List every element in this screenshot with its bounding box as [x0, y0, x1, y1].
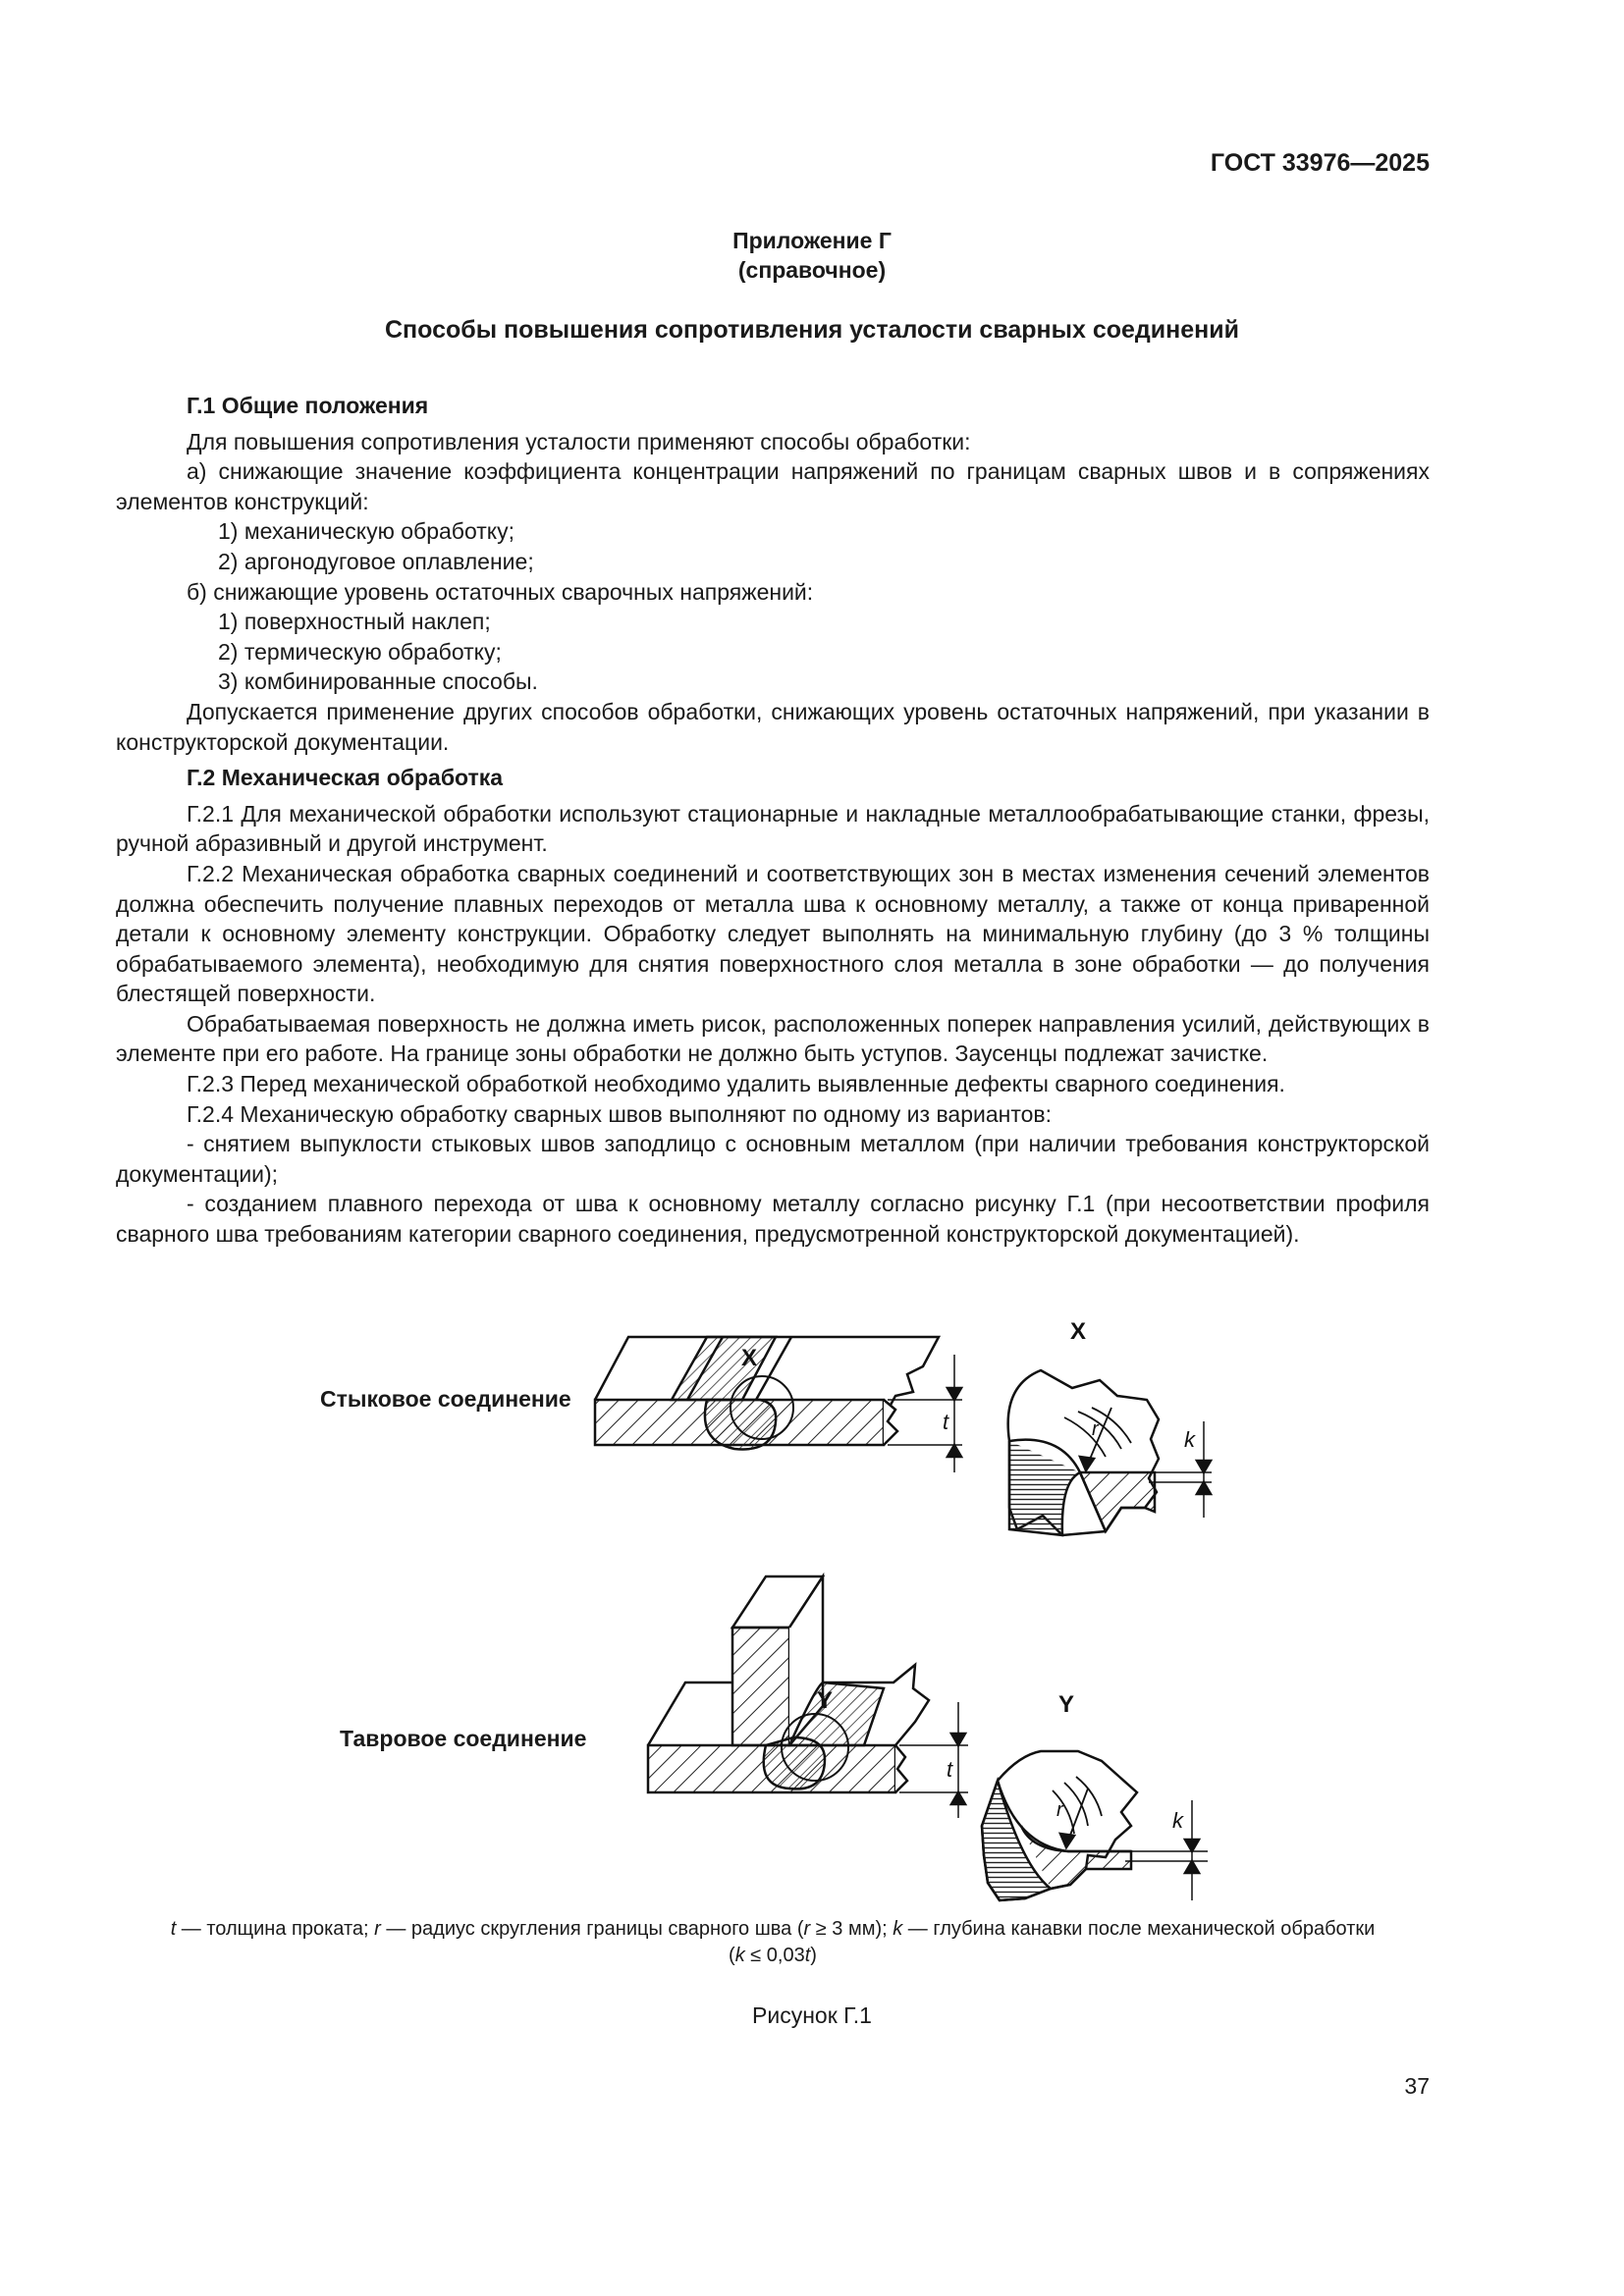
butt-joint-drawing	[595, 1337, 962, 1472]
legend-text: — радиус скругления границы сварного шва (	[380, 1918, 804, 1940]
legend-line-2	[116, 1943, 1430, 1969]
paragraph: Г.2.1 Для механической обработки используют стационарные и накладные металлообрабатывающие станки, фрезы, ручной абразивный и другой инструмент.	[116, 800, 1430, 857]
list-item: 2) аргонодуговое оплавление;	[218, 548, 534, 574]
legend-symbol-t: t	[804, 1945, 811, 1966]
paragraph: Г.2.3 Перед механической обработкой необходимо удалить выявленные дефекты сварного соединения.	[187, 1071, 1285, 1097]
figure-g1	[295, 1315, 1237, 1904]
legend-text: ≥ 3 мм);	[810, 1918, 893, 1940]
legend-symbol-r: r	[374, 1918, 381, 1940]
list-item: 1) механическую обработку;	[218, 518, 515, 545]
main-title: Способы повышения сопротивления усталости сварных соединений	[384, 316, 1239, 344]
paragraph: Допускается применение других способов обработки, снижающих уровень остаточных напряжений, при указании в конструкторской документации.	[116, 698, 1430, 755]
paragraph: Для повышения сопротивления усталости применяют способы обработки:	[187, 428, 971, 454]
detail-y-radius-symbol: r	[1056, 1799, 1063, 1821]
legend-text: (	[729, 1945, 735, 1966]
tee-joint-drawing	[648, 1576, 968, 1818]
legend-line-1	[116, 1916, 1430, 1943]
legend-symbol-k: k	[734, 1945, 745, 1966]
list-item: 1) поверхностный наклеп;	[218, 609, 491, 635]
legend-text: — толщина проката;	[176, 1918, 375, 1940]
legend-text: ≤ 0,03	[744, 1945, 805, 1966]
list-item: б) снижающие уровень остаточных сварочных напряжений:	[187, 578, 814, 605]
detail-x-title: X	[1070, 1318, 1087, 1345]
butt-thickness-symbol: t	[943, 1410, 949, 1434]
paragraph: Г.2.4 Механическую обработку сварных швов выполняют по одному из вариантов:	[187, 1100, 1053, 1127]
tee-joint-label: Тавровое соединение	[340, 1726, 587, 1751]
detail-x-radius-symbol: r	[1092, 1418, 1099, 1440]
legend-symbol-k: k	[893, 1918, 903, 1940]
weld-diagram	[295, 1315, 1237, 1904]
legend-text: — глубина канавки после механической обработки	[902, 1918, 1376, 1940]
list-item: - снятием выпуклости стыковых швов заподлицо с основным металлом (при наличии требования конструкторской документации);	[116, 1131, 1430, 1187]
detail-x-drawing	[1008, 1370, 1212, 1535]
paragraph: Обрабатываемая поверхность не должна иметь рисок, расположенных поперек направления усилий, действующих в элементе при его работе. На границе зоны обработки не должно быть уступов. Заусенцы подлежат зачистке.	[116, 1010, 1430, 1067]
butt-detail-mark: X	[741, 1345, 758, 1371]
tee-thickness-symbol: t	[947, 1757, 953, 1782]
tee-detail-mark: Y	[817, 1687, 834, 1714]
butt-joint-label: Стыковое соединение	[320, 1386, 571, 1412]
list-item: а) снижающие значение коэффициента концентрации напряжений по границам сварных швов и в сопряжениях элементов конструкций:	[116, 458, 1430, 514]
detail-x-depth-symbol: k	[1184, 1427, 1195, 1452]
legend-symbol-r: r	[803, 1918, 811, 1940]
detail-y-depth-symbol: k	[1172, 1808, 1183, 1833]
body-text	[116, 391, 1430, 1250]
list-item: 2) термическую обработку;	[218, 638, 502, 665]
paragraph: Г.2.2 Механическая обработка сварных соединений и соответствующих зон в местах изменения сечений элементов должна обеспечить получение плавных переходов от металла шва к основному металлу, а также от конца приваренной детали к основному элементу конструкции. Обработку следует выполнять на минимальную глубину (до 3 % толщины обрабатываемого элемента), необходимую для снятия поверхностного слоя металла в зоне обработки — до получения блестящей поверхности.	[116, 860, 1430, 1007]
list-item: - созданием плавного перехода от шва к основному металлу согласно рисунку Г.1 (при несоответствии профиля сварного шва требованиям категории сварного соединения, предусмотренной конструкторской документацией).	[116, 1191, 1430, 1248]
figure-title: Рисунок Г.1	[752, 2002, 872, 2028]
figure-legend	[116, 1916, 1430, 1969]
annex-heading	[0, 226, 1624, 285]
legend-symbol-t: t	[170, 1918, 177, 1940]
document-code: ГОСТ 33976—2025	[1210, 149, 1430, 177]
legend-text: )	[810, 1945, 817, 1966]
annex-subtitle: (справочное)	[737, 257, 887, 283]
section-heading-g2: Г.2 Механическая обработка	[187, 765, 504, 791]
annex-title: Приложение Г	[732, 228, 892, 253]
detail-y-title: Y	[1058, 1691, 1075, 1718]
page-number: 37	[1404, 2073, 1430, 2099]
section-heading-g1: Г.1 Общие положения	[187, 393, 429, 418]
list-item: 3) комбинированные способы.	[218, 668, 538, 695]
